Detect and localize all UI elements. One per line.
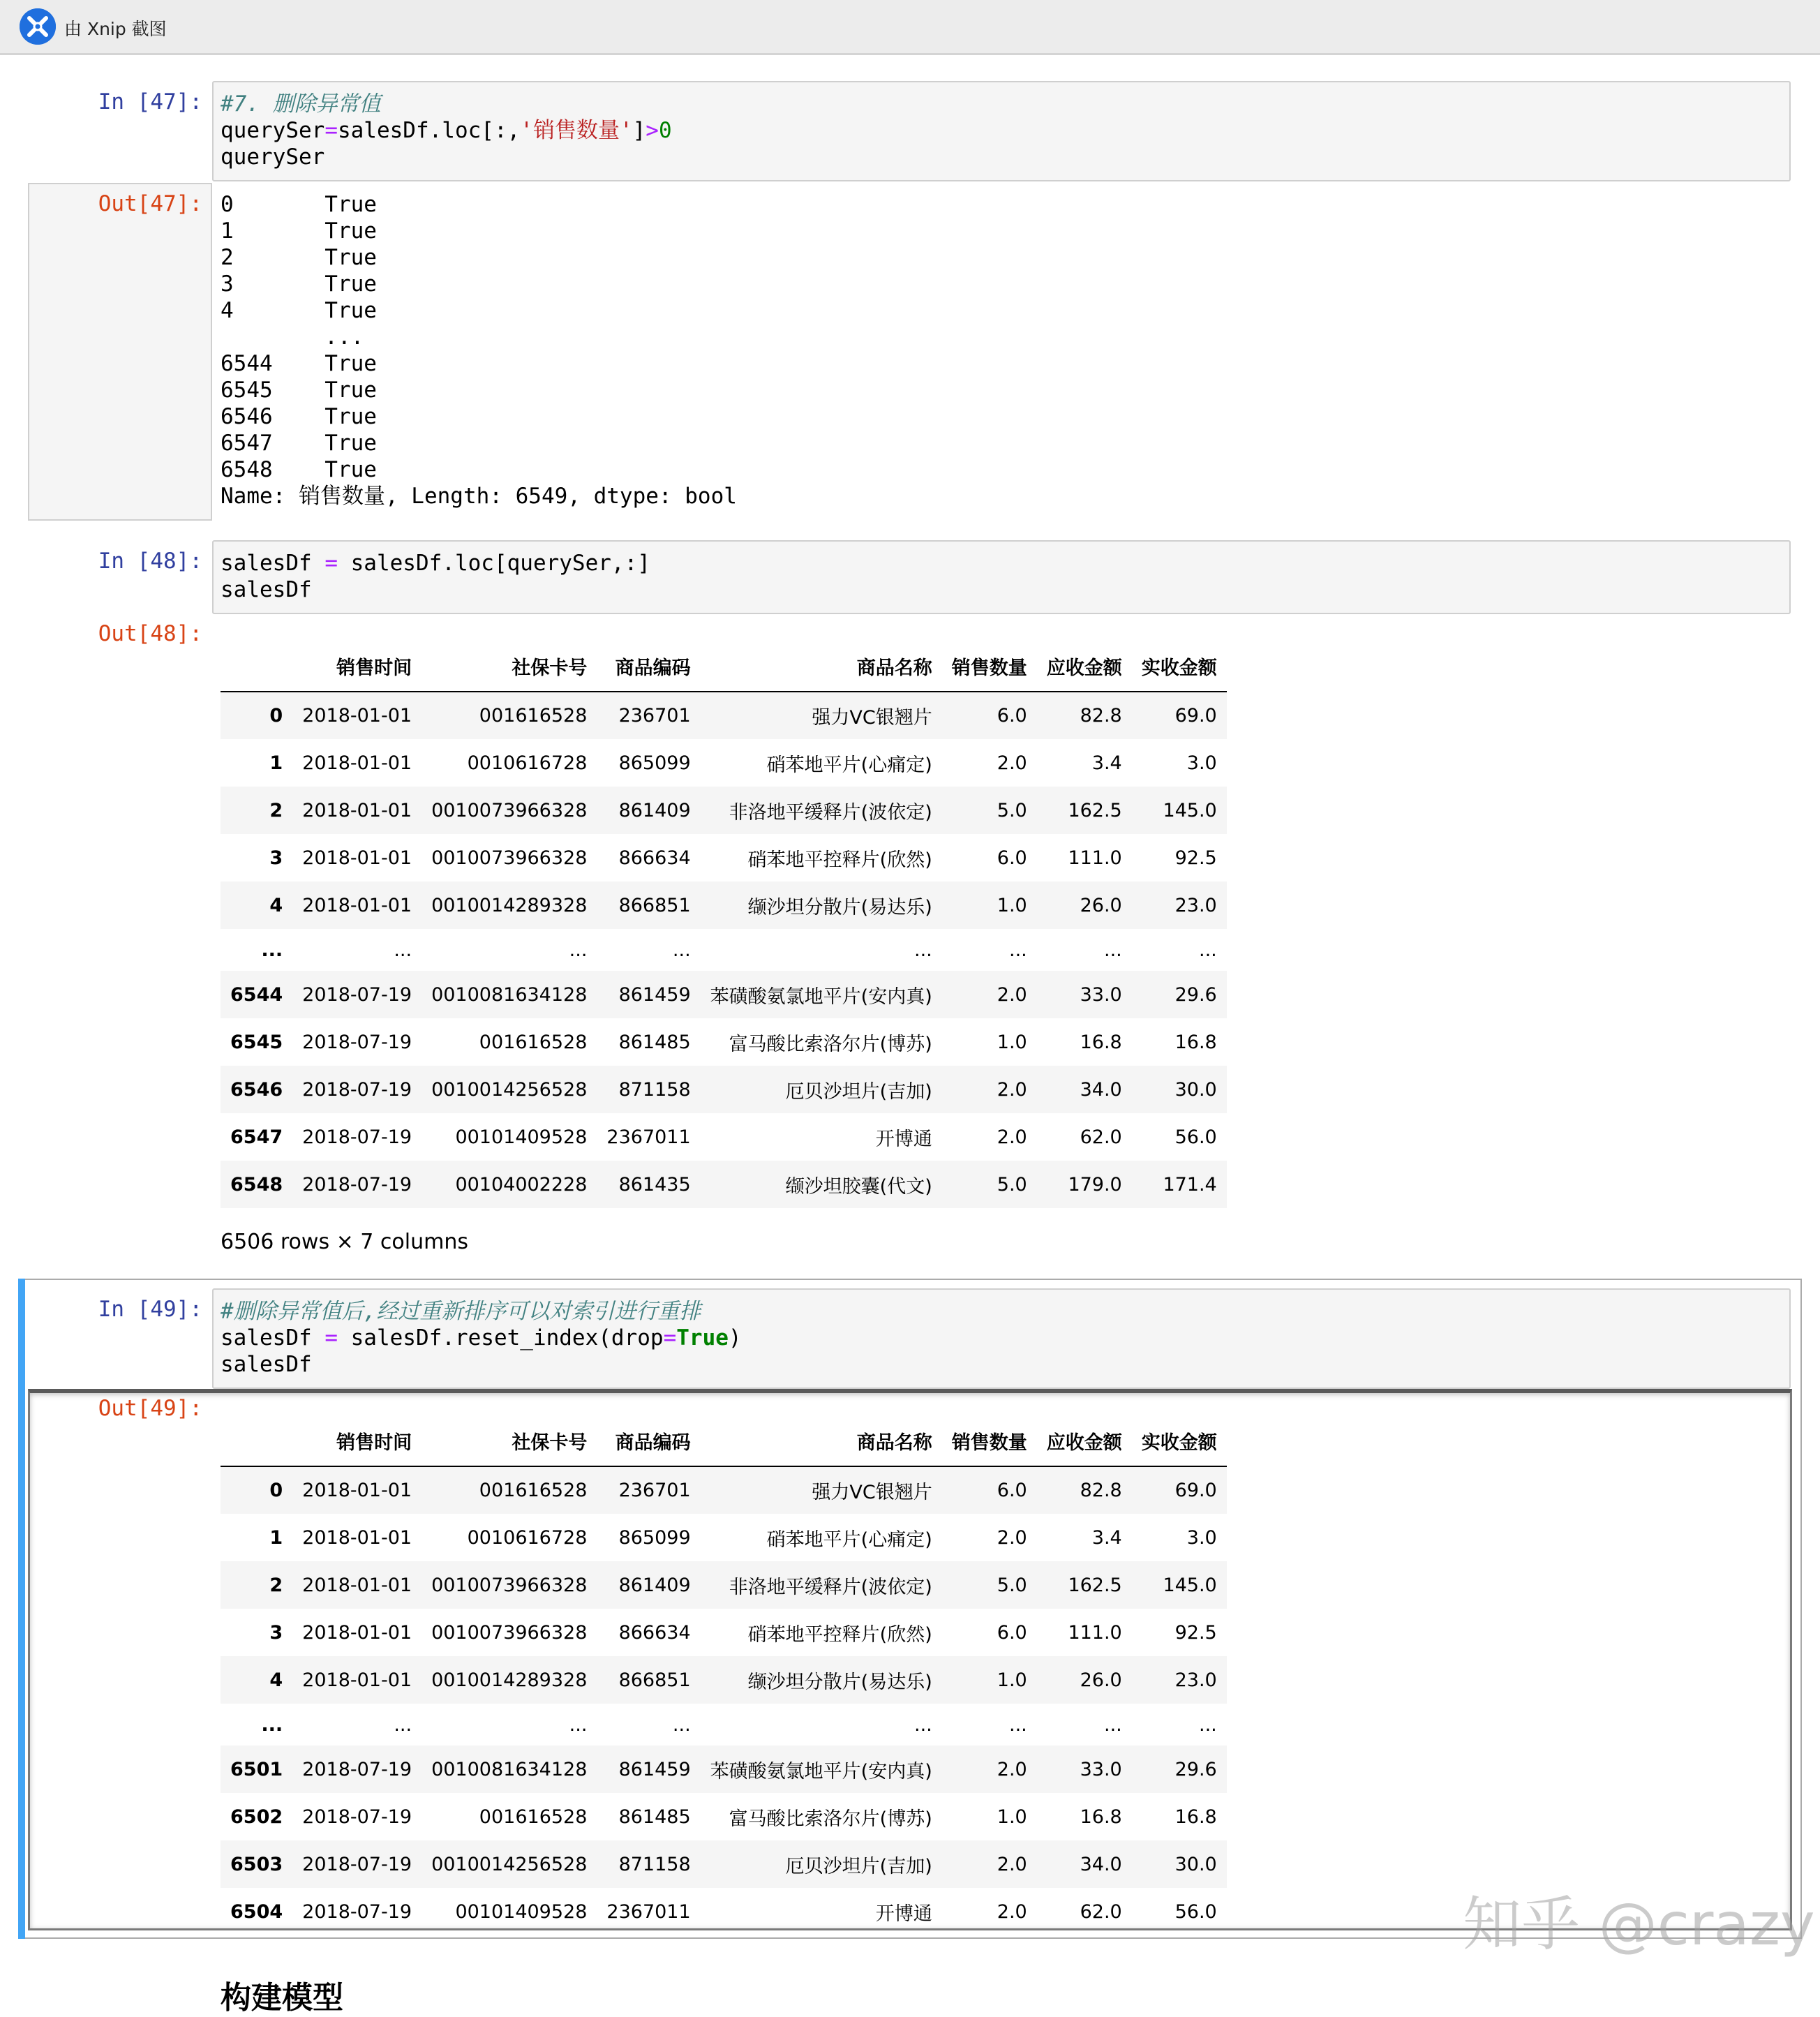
table-cell: 富马酸比索洛尔片(博苏) (729, 1808, 932, 1830)
code-line: querySer (221, 144, 325, 170)
table-cell: 硝苯地平片(心痛定) (766, 1528, 932, 1551)
table-cell: 866851 (618, 894, 691, 916)
table-cell: 2018-07-19 (302, 983, 412, 1006)
table-cell: 2018-01-01 (302, 1621, 412, 1644)
table-cell: 866634 (618, 847, 691, 869)
table-cell: 001616528 (479, 705, 588, 727)
series-output-line: 6546 True (221, 404, 377, 429)
in-prompt-47: In [47]: (98, 89, 202, 114)
table-cell: 111.0 (1068, 1621, 1122, 1644)
table-cell: 1.0 (997, 1806, 1027, 1828)
dataframe-table-48 (221, 641, 1227, 1208)
row-index: 0 (269, 705, 283, 727)
table-row (221, 692, 1227, 739)
code-line: #7. 删除异常值 (221, 91, 381, 117)
table-cell: 2018-01-01 (302, 705, 412, 727)
row-index: 6547 (230, 1126, 283, 1148)
table-cell: 2018-01-01 (302, 1669, 412, 1691)
table-cell: 29.6 (1174, 983, 1217, 1006)
table-cell: 2.0 (997, 752, 1027, 774)
table-cell: 0010081634128 (431, 1758, 588, 1780)
table-cell: 3.4 (1091, 1526, 1122, 1549)
table-cell: 16.8 (1080, 1806, 1122, 1828)
table-cell: 2018-01-01 (302, 1574, 412, 1596)
table-cell: 33.0 (1080, 1758, 1122, 1780)
table-cell: 缬沙坦胶囊(代文) (785, 1175, 932, 1198)
table-cell: 861409 (618, 1574, 691, 1596)
table-cell: 0010073966328 (431, 847, 588, 869)
table-cell: 2018-07-19 (302, 1900, 412, 1923)
table-cell: 2018-01-01 (302, 752, 412, 774)
table-cell: 162.5 (1068, 799, 1122, 821)
title-bar (0, 0, 1820, 55)
table-cell: 30.0 (1174, 1078, 1217, 1101)
table-cell: ... (1008, 939, 1027, 961)
table-row (221, 929, 1227, 971)
table-row (221, 1704, 1227, 1746)
table-cell: 1.0 (997, 1031, 1027, 1053)
row-index: 6545 (230, 1031, 283, 1053)
table-cell: 33.0 (1080, 983, 1122, 1006)
code-line: salesDf = salesDf.reset_index(drop=True) (221, 1325, 742, 1350)
table-cell: ... (913, 939, 932, 961)
series-output-line: 6548 True (221, 457, 377, 482)
table-cell: 0010616728 (467, 752, 588, 774)
table-cell: 2.0 (997, 1078, 1027, 1101)
series-output-line: ... (221, 325, 364, 350)
series-output-line: 3 True (221, 271, 377, 297)
column-header: 销售时间 (292, 641, 422, 692)
table-cell: 硝苯地平片(心痛定) (766, 754, 932, 776)
table-cell: 69.0 (1174, 705, 1217, 727)
series-output-line: 6544 True (221, 351, 377, 376)
table-cell: ... (569, 939, 588, 961)
row-index: 6546 (230, 1078, 283, 1101)
table-cell: 111.0 (1068, 847, 1122, 869)
table-cell: 2.0 (997, 1126, 1027, 1148)
table-cell: 861485 (618, 1031, 691, 1053)
table-row (221, 1656, 1227, 1704)
table-cell: 236701 (618, 1480, 691, 1501)
table-cell: ... (569, 1713, 588, 1736)
table-cell: 34.0 (1080, 1078, 1122, 1101)
table-cell: 16.8 (1174, 1031, 1217, 1053)
table-cell: 2018-01-01 (302, 799, 412, 821)
code-input-48[interactable] (212, 540, 1791, 614)
column-header (221, 641, 292, 692)
row-index: 6544 (230, 983, 283, 1006)
out-prompt-48: Out[48]: (98, 621, 202, 646)
table-cell: 0010014256528 (431, 1853, 588, 1875)
table-cell: 2.0 (997, 1526, 1027, 1549)
table-header-row (221, 1415, 1227, 1466)
row-index: 3 (269, 1621, 283, 1644)
row-index: 6501 (230, 1758, 283, 1780)
code-line: querySer=salesDf.loc[:,'销售数量']>0 (221, 118, 672, 143)
table-cell: 3.4 (1091, 752, 1122, 774)
row-index: 1 (269, 752, 283, 774)
table-cell: 001616528 (479, 1806, 588, 1828)
series-output-line: 2 True (221, 245, 377, 270)
row-index: 6502 (230, 1806, 283, 1828)
table-cell: 2018-01-01 (302, 894, 412, 916)
table-cell: 82.8 (1080, 1480, 1122, 1501)
table-row (221, 1113, 1227, 1161)
series-output-line: 6547 True (221, 431, 377, 456)
table-cell: 3.0 (1186, 752, 1217, 774)
table-cell: 2018-01-01 (302, 847, 412, 869)
table-cell: 865099 (618, 752, 691, 774)
table-cell: 26.0 (1080, 894, 1122, 916)
table-cell: 162.5 (1068, 1574, 1122, 1596)
row-index: ... (261, 1713, 283, 1736)
row-index: 4 (269, 894, 283, 916)
column-header: 商品编码 (597, 1415, 700, 1466)
table-row (221, 1793, 1227, 1840)
column-header: 实收金额 (1132, 1415, 1227, 1466)
in-prompt-48: In [48]: (98, 549, 202, 574)
table-row (221, 1514, 1227, 1561)
table-cell: 硝苯地平控释片(欣然) (747, 849, 932, 871)
table-cell: 0010081634128 (431, 983, 588, 1006)
table-cell: 苯磺酸氨氯地平片(安内真) (710, 1760, 932, 1782)
table-cell: 缬沙坦分散片(易达乐) (747, 1671, 932, 1693)
table-cell: 开博通 (875, 1128, 932, 1150)
column-header: 销售数量 (942, 641, 1037, 692)
table-cell: 871158 (618, 1853, 691, 1875)
out-prompt-47: Out[47]: (98, 191, 202, 216)
table-cell: 30.0 (1174, 1853, 1217, 1875)
table-row (221, 1746, 1227, 1793)
table-cell: 82.8 (1080, 705, 1122, 727)
table-cell: 1.0 (997, 1669, 1027, 1691)
table-cell: 16.8 (1174, 1806, 1217, 1828)
column-header: 销售时间 (292, 1415, 422, 1466)
column-header: 销售数量 (942, 1415, 1037, 1466)
table-cell: 0010014256528 (431, 1078, 588, 1101)
table-cell: 56.0 (1174, 1900, 1217, 1923)
column-header: 实收金额 (1132, 641, 1227, 692)
table-row (221, 1609, 1227, 1656)
table-row (221, 787, 1227, 834)
table-cell: 开博通 (875, 1903, 932, 1925)
column-header (221, 1415, 292, 1466)
code-line: #删除异常值后,经过重新排序可以对索引进行重排 (221, 1299, 701, 1324)
row-index: 6548 (230, 1173, 283, 1196)
code-line: salesDf (221, 1352, 312, 1377)
table-cell: 865099 (618, 1526, 691, 1549)
table-cell: 56.0 (1174, 1126, 1217, 1148)
table-cell: ... (1198, 1713, 1217, 1736)
table-cell: 2018-07-19 (302, 1031, 412, 1053)
table-cell: 2018-07-19 (302, 1126, 412, 1148)
table-cell: 2.0 (997, 1900, 1027, 1923)
column-header: 应收金额 (1037, 1415, 1132, 1466)
table-cell: ... (1008, 1713, 1027, 1736)
table-cell: 69.0 (1174, 1480, 1217, 1501)
table-cell: 26.0 (1080, 1669, 1122, 1691)
table-row (221, 1466, 1227, 1514)
series-output-line: 0 True (221, 192, 377, 217)
table-cell: 2018-07-19 (302, 1758, 412, 1780)
table-cell: 0010616728 (467, 1526, 588, 1549)
row-index: 2 (269, 1574, 283, 1596)
column-header: 商品名称 (701, 1415, 942, 1466)
row-index: 3 (269, 847, 283, 869)
table-row (221, 834, 1227, 881)
table-cell: 硝苯地平控释片(欣然) (747, 1623, 932, 1646)
selected-cell-indicator (18, 1279, 25, 1939)
table-cell: 2.0 (997, 1758, 1027, 1780)
table-cell: 2018-07-19 (302, 1806, 412, 1828)
in-prompt-49: In [49]: (98, 1297, 202, 1322)
table-cell: ... (672, 939, 691, 961)
table-cell: 861409 (618, 799, 691, 821)
table-row (221, 1888, 1227, 1935)
table-cell: 5.0 (997, 799, 1027, 821)
output-collapse-area-47[interactable] (28, 183, 212, 521)
table-cell: ... (1103, 939, 1122, 961)
table-row (221, 881, 1227, 929)
table-cell: 001616528 (479, 1480, 588, 1501)
table-cell: 236701 (618, 705, 691, 727)
table-cell: 861459 (618, 1758, 691, 1780)
table-cell: 866634 (618, 1621, 691, 1644)
table-cell: 00101409528 (455, 1900, 588, 1923)
table-cell: ... (394, 1713, 412, 1736)
table-cell: 2018-07-19 (302, 1078, 412, 1101)
table-cell: 6.0 (997, 705, 1027, 727)
table-cell: 0010014289328 (431, 894, 588, 916)
table-cell: 2367011 (606, 1126, 691, 1148)
table-cell: 6.0 (997, 847, 1027, 869)
row-index: 4 (269, 1669, 283, 1691)
table-cell: 145.0 (1163, 799, 1217, 821)
code-input-49[interactable] (212, 1288, 1791, 1389)
table-cell: 00101409528 (455, 1126, 588, 1148)
table-cell: 00104002228 (455, 1173, 588, 1196)
table-cell: 0010014289328 (431, 1669, 588, 1691)
table-cell: ... (1198, 939, 1217, 961)
table-cell: 1.0 (997, 894, 1027, 916)
table-cell: 861485 (618, 1806, 691, 1828)
dataframe-table-49 (221, 1415, 1227, 1935)
table-cell: 6.0 (997, 1480, 1027, 1501)
table-cell: 6.0 (997, 1621, 1027, 1644)
table-row (221, 971, 1227, 1018)
code-line: salesDf (221, 577, 312, 602)
code-line: salesDf = salesDf.loc[querySer,:] (221, 551, 650, 576)
table-cell: 2367011 (606, 1900, 691, 1923)
table-cell: 5.0 (997, 1173, 1027, 1196)
table-cell: 145.0 (1163, 1574, 1217, 1596)
table-cell: 2.0 (997, 1853, 1027, 1875)
table-header-row (221, 641, 1227, 692)
table-cell: 23.0 (1174, 1669, 1217, 1691)
row-index: ... (261, 939, 283, 961)
table-cell: 861435 (618, 1173, 691, 1196)
table-cell: 2.0 (997, 983, 1027, 1006)
table-cell: 5.0 (997, 1574, 1027, 1596)
column-header: 商品名称 (701, 641, 942, 692)
table-cell: 16.8 (1080, 1031, 1122, 1053)
table-cell: 强力VC银翘片 (812, 1482, 932, 1503)
table-cell: 001616528 (479, 1031, 588, 1053)
table-row (221, 1066, 1227, 1113)
table-cell: 苯磺酸氨氯地平片(安内真) (710, 985, 932, 1008)
table-cell: 92.5 (1174, 1621, 1217, 1644)
table-cell: 富马酸比索洛尔片(博苏) (729, 1033, 932, 1055)
table-cell: 34.0 (1080, 1853, 1122, 1875)
table-cell: 62.0 (1080, 1900, 1122, 1923)
series-output-line: 6545 True (221, 378, 377, 403)
table-cell: 强力VC银翘片 (812, 707, 932, 729)
row-index: 0 (269, 1480, 283, 1501)
table-cell: 缬沙坦分散片(易达乐) (747, 896, 932, 918)
table-cell: 871158 (618, 1078, 691, 1101)
row-index: 2 (269, 799, 283, 821)
table-cell: ... (394, 939, 412, 961)
table-cell: 62.0 (1080, 1126, 1122, 1148)
table-cell: ... (1103, 1713, 1122, 1736)
table-cell: 0010073966328 (431, 799, 588, 821)
table-cell: 92.5 (1174, 847, 1217, 869)
table-cell: ... (672, 1713, 691, 1736)
series-output-line: Name: 销售数量, Length: 6549, dtype: bool (221, 484, 737, 509)
table-cell: ... (913, 1713, 932, 1736)
series-output-line: 1 True (221, 218, 377, 244)
table-row (221, 1018, 1227, 1066)
row-index: 6504 (230, 1900, 283, 1923)
table-cell: 0010073966328 (431, 1621, 588, 1644)
table-row (221, 1840, 1227, 1888)
table-cell: 非洛地平缓释片(波依定) (729, 801, 932, 824)
table-cell: 3.0 (1186, 1526, 1217, 1549)
column-header: 商品编码 (597, 641, 700, 692)
table-cell: 0010073966328 (431, 1574, 588, 1596)
table-cell: 2018-07-19 (302, 1853, 412, 1875)
column-header: 社保卡号 (422, 641, 597, 692)
table-cell: 866851 (618, 1669, 691, 1691)
series-output-line: 4 True (221, 298, 377, 323)
row-index: 6503 (230, 1853, 283, 1875)
column-header: 应收金额 (1037, 641, 1132, 692)
table-cell: 23.0 (1174, 894, 1217, 916)
table-cell: 2018-01-01 (302, 1526, 412, 1549)
dataframe-shape: 6506 rows × 7 columns (221, 1230, 468, 1254)
table-cell: 非洛地平缓释片(波依定) (729, 1576, 932, 1598)
table-row (221, 1161, 1227, 1208)
table-cell: 179.0 (1068, 1173, 1122, 1196)
window-title: 由 Xnip 截图 (64, 19, 167, 39)
code-input-47[interactable] (212, 81, 1791, 181)
row-index: 1 (269, 1526, 283, 1549)
xnip-app-icon (20, 8, 56, 45)
table-cell: 厄贝沙坦片(吉加) (785, 1080, 932, 1103)
table-row (221, 739, 1227, 787)
column-header: 社保卡号 (422, 1415, 597, 1466)
zhihu-watermark: 知乎 @crazy (1463, 1890, 1815, 1958)
table-cell: 861459 (618, 983, 691, 1006)
table-cell: 厄贝沙坦片(吉加) (785, 1855, 932, 1877)
table-cell: 29.6 (1174, 1758, 1217, 1780)
table-cell: 171.4 (1163, 1173, 1217, 1196)
out-prompt-49: Out[49]: (98, 1396, 202, 1421)
section-heading: 构建模型 (221, 1980, 343, 2016)
table-cell: 2018-01-01 (302, 1480, 412, 1501)
table-cell: 2018-07-19 (302, 1173, 412, 1196)
table-row (221, 1561, 1227, 1609)
